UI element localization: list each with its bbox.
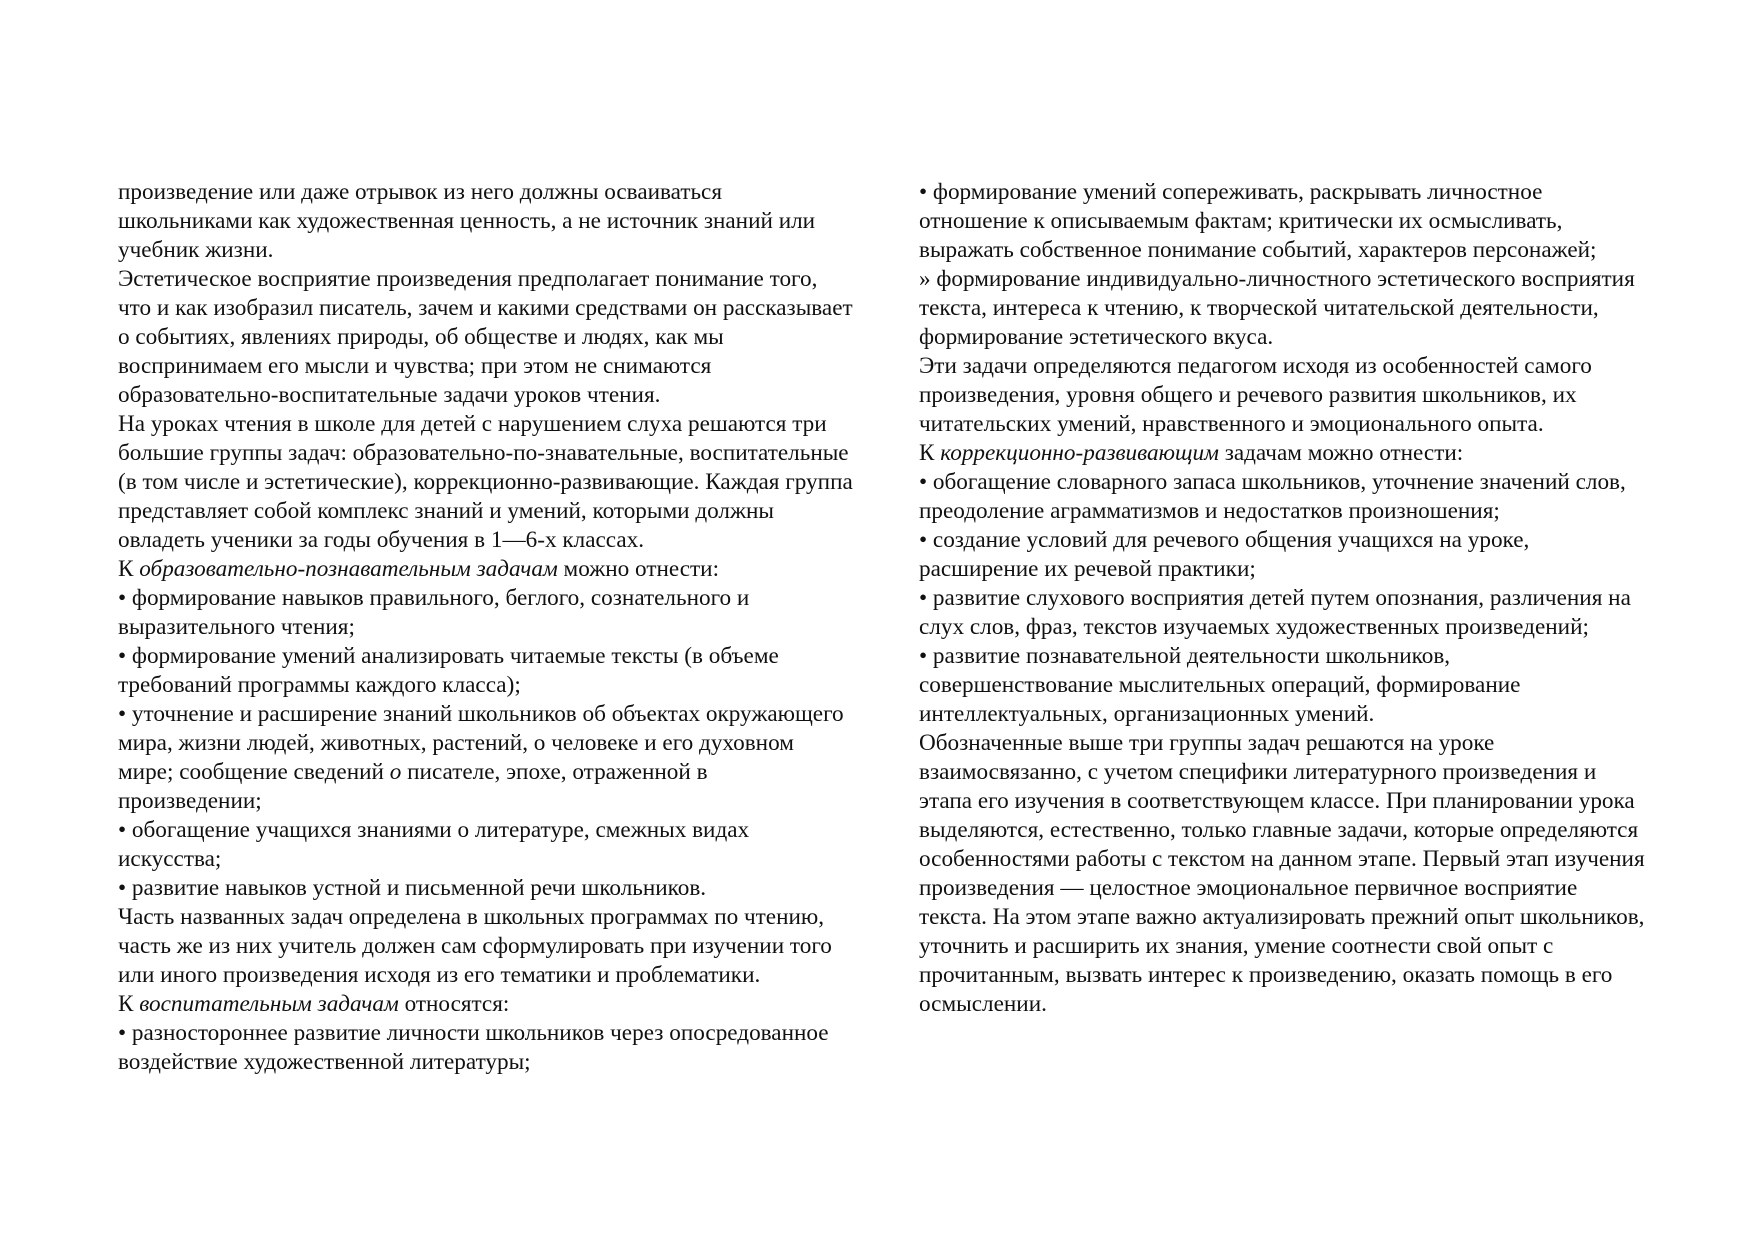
paragraph-text: Часть названных задач определена в школьных программах по чтению, часть же из них учитель должен сам сформулировать при изучении того или иного произведения исходя из его тематики и проблематики.: [118, 904, 832, 988]
paragraph-text: К: [118, 556, 140, 582]
paragraph-educational-heading: [118, 555, 854, 584]
paragraph: [118, 178, 854, 265]
list-item-text: • формирование умений анализировать читаемые тексты (в объеме требований программы каждого класса);: [118, 643, 779, 698]
list-item-text: • развитие познавательной деятельности школьников, совершенствование мыслительных операций, формирование интеллектуальных, организационных умений.: [919, 643, 1521, 727]
paragraph-text: относятся:: [398, 991, 510, 1017]
paragraph-text: Эти задачи определяются педагогом исходя из особенностей самого произведения, уровня общего и речевого развития школьников, их читательских умений, нравственного и эмоционального опыта.: [919, 353, 1592, 437]
list-item: [118, 874, 854, 903]
list-item: [919, 584, 1647, 642]
list-item: [919, 526, 1647, 584]
italic-term: воспитательным задачам: [139, 991, 399, 1017]
italic-term: коррекционно-развивающим: [940, 440, 1219, 466]
list-item-text: • формирование умений сопереживать, раскрывать личностное отношение к описываемым фактам; критически их осмысливать, выражать собственное понимание событий, характеров персонажей;: [919, 179, 1597, 263]
paragraph: [919, 352, 1647, 439]
list-item: [919, 265, 1647, 352]
right-text-column: [919, 178, 1647, 1019]
paragraph-text: К: [919, 440, 941, 466]
italic-term: образовательно-познавательным задачам: [139, 556, 558, 582]
list-item: [919, 178, 1647, 265]
list-item-text: • обогащение словарного запаса школьников, уточнение значений слов, преодоление аграмматизмов и недостатков произношения;: [919, 469, 1626, 524]
paragraph-text: Эстетическое восприятие произведения предполагает понимание того, что и как изобразил писатель, зачем и какими средствами он рассказывает о событиях, явлениях природы, об обществе и людях, как мы воспринимаем его мысли и чувства; при этом не снимаются образовательно-воспитательные задачи уроков чтения.: [118, 266, 853, 408]
list-item-text: писателе, эпохе, отраженной в произведении;: [118, 759, 708, 814]
list-item: [919, 468, 1647, 526]
paragraph: [919, 729, 1647, 1019]
list-item-text: • уточнение и расширение знаний школьников об объектах окружающего мира, жизни людей, животных, растений, о человеке и его духовном мире; сообщение сведений: [118, 701, 844, 785]
list-item: [919, 642, 1647, 729]
paragraph: [118, 410, 854, 555]
paragraph: [118, 903, 854, 990]
paragraph-text: задачам можно отнести:: [1218, 440, 1464, 466]
paragraph-text: можно отнести:: [557, 556, 720, 582]
paragraph: [118, 265, 854, 410]
list-item: [118, 816, 854, 874]
paragraph-text: На уроках чтения в школе для детей с нарушением слуха решаются три большие группы задач: образовательно-по-знавательные, воспитательные (в том числе и эстетические), коррекционно-развивающие. Каждая группа представляет собой комплекс знаний и умений, которыми должны овладеть ученики за годы обучения в 1—6-х классах.: [118, 411, 853, 553]
list-item-text: • обогащение учащихся знаниями о литературе, смежных видах искусства;: [118, 817, 750, 872]
list-item-text: • развитие слухового восприятия детей путем опознания, различения на слух слов, фраз, текстов изучаемых художественных произведений;: [919, 585, 1631, 640]
paragraph-text: Обозначенные выше три группы задач решаются на уроке взаимосвязанно, с учетом специфики литературного произведения и этапа его изучения в соответствующем классе. При планировании урока выделяются, естественно, только главные задачи, которые определяются особенностями работы с текстом на данном этапе. Первый этап изучения произведения — целостное эмоциональное первичное восприятие текста. На этом этапе важно актуализировать прежний опыт школьников, уточнить и расширить их знания, умение соотнести свой опыт с прочитанным, вызвать интерес к произведению, оказать помощь в его осмыслении.: [919, 730, 1645, 1017]
paragraph-text: произведение или даже отрывок из него должны осваиваться школьниками как художественная ценность, а не источник знаний или учебник жизни.: [118, 179, 816, 263]
list-item: [118, 584, 854, 642]
list-item-text: • развитие навыков устной и письменной речи школьников.: [118, 875, 707, 901]
italic-letter: о: [389, 759, 402, 785]
list-item: [118, 642, 854, 700]
paragraph-upbringing-heading: [118, 990, 854, 1019]
paragraph-correction-heading: [919, 439, 1647, 468]
list-item: [118, 700, 854, 816]
list-item-text: • создание условий для речевого общения учащихся на уроке, расширение их речевой практики;: [919, 527, 1530, 582]
list-item-text: • разностороннее развитие личности школьников через опосредованное воздействие художественной литературы;: [118, 1020, 829, 1075]
list-item-text: • формирование навыков правильного, беглого, сознательного и выразительного чтения;: [118, 585, 750, 640]
list-item: [118, 1019, 854, 1077]
list-item-text: » формирование индивидуально-личностного эстетического восприятия текста, интереса к чтению, к творческой читательской деятельности, формирование эстетического вкуса.: [919, 266, 1635, 350]
paragraph-text: К: [118, 991, 140, 1017]
left-text-column: [118, 178, 854, 1077]
